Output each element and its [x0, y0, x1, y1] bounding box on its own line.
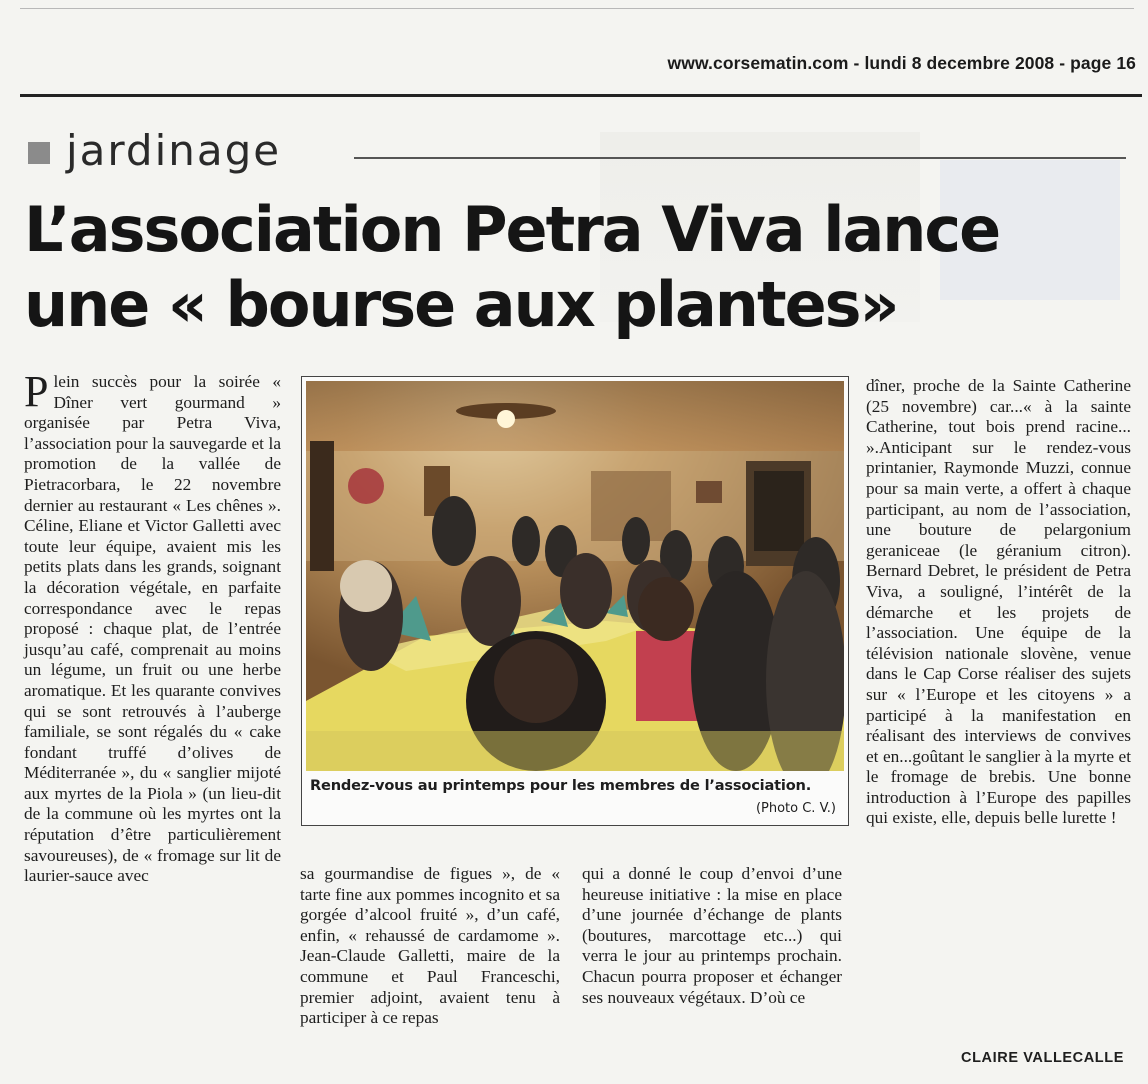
page-header: www.corsematin.com - lundi 8 decembre 2008 - page 16	[667, 53, 1136, 73]
restaurant-dinner-photo	[306, 381, 844, 771]
column-2-text: sa gourmandise de figues », de « tarte fine aux pommes incognito et sa gorgée d’alcool fruité », d’un café, enfin, « rehaussé de cardamome ». Jean-Claude Galletti, maire de la commune et Paul Franceschi, premier adjoint, avaient tenu à participer à ce repas	[300, 864, 560, 1028]
header-rule	[20, 94, 1142, 97]
column-3-text: qui a donné le coup d’envoi d’une heureuse initiative : la mise en place d’une journée d’échange de plants (boutures, marcottage etc...) qui verra le jour au printemps prochain. Chacun pourra proposer et échanger ses nouveaux végétaux. D’où ce	[582, 864, 842, 1007]
article-column-3	[582, 864, 842, 1008]
section-rubric	[28, 124, 281, 176]
column-4-text: dîner, proche de la Sainte Catherine (25 novembre) car...« à la sainte Catherine, tout bois prend racine... ».Anticipant sur le rendez-vous printanier, Raymonde Muzzi, connue pour sa main verte, a offert à chaque participant, au nom de l’association, une bouture de pelargonium geraniceae (le géranium citron). Bernard Debret, le président de Petra Viva, a souligné, l’intérêt de la démarche et les projets de l’association. Une équipe de la télévision nationale slovène, venue dans le Cap Corse réaliser des sujets sur « l’Europe et les citoyens » a participé à la manifestation en réalisant des interviews de convives et en...goûtant le sanglier à la myrte et le fromage de brebis. Une bonne introduction à l’Europe des papilles qui existe, elle, depuis belle lurette !	[866, 376, 1131, 828]
top-rule	[20, 8, 1134, 9]
article-column-2	[300, 864, 560, 1029]
article-column-4	[866, 376, 1131, 829]
rubric-rule	[354, 157, 1126, 159]
article-headline: L’association Petra Viva lance une « bourse aux plantes»	[24, 193, 1000, 341]
column-1-text: lein succès pour la soirée « Dîner vert gourmand » organisée par Petra Viva, l’association pour la sauvegarde et la promotion de la vallée de Pietracorbara, le 22 novembre dernier au restaurant « Les chênes ». Céline, Eliane et Victor Galletti avec toute leur équipe, avaient mis les petits plats dans les grands, soignant la décoration végétale, en parfaite correspondance avec le repas proposé : chaque plat, de l’entrée jusqu’au café, comprenait au moins un légume, un fruit ou une herbe aromatique. Et les quarante convives qui se sont retrouvés à l’auberge familiale, se sont régalés du « cake fondant truffé d’olives de Méditerranée », du « sanglier mijoté aux myrtes de la Piola » (un lieu-dit de la commune où les myrtes ont la réputation d’être particulièrement savoureuses), de « fromage sur lit de laurier-sauce avec	[24, 372, 281, 886]
article-column-1	[24, 367, 281, 887]
author-signature: CLAIRE VALLECALLE	[961, 1050, 1124, 1066]
photo-caption: Rendez-vous au printemps pour les membres de l’association.	[310, 777, 812, 794]
rubric-square-icon	[28, 142, 50, 164]
photo-credit: (Photo C. V.)	[755, 801, 836, 816]
rubric-label: jardinage	[66, 125, 282, 175]
article-photo	[301, 376, 849, 826]
drop-cap: P	[24, 367, 49, 416]
